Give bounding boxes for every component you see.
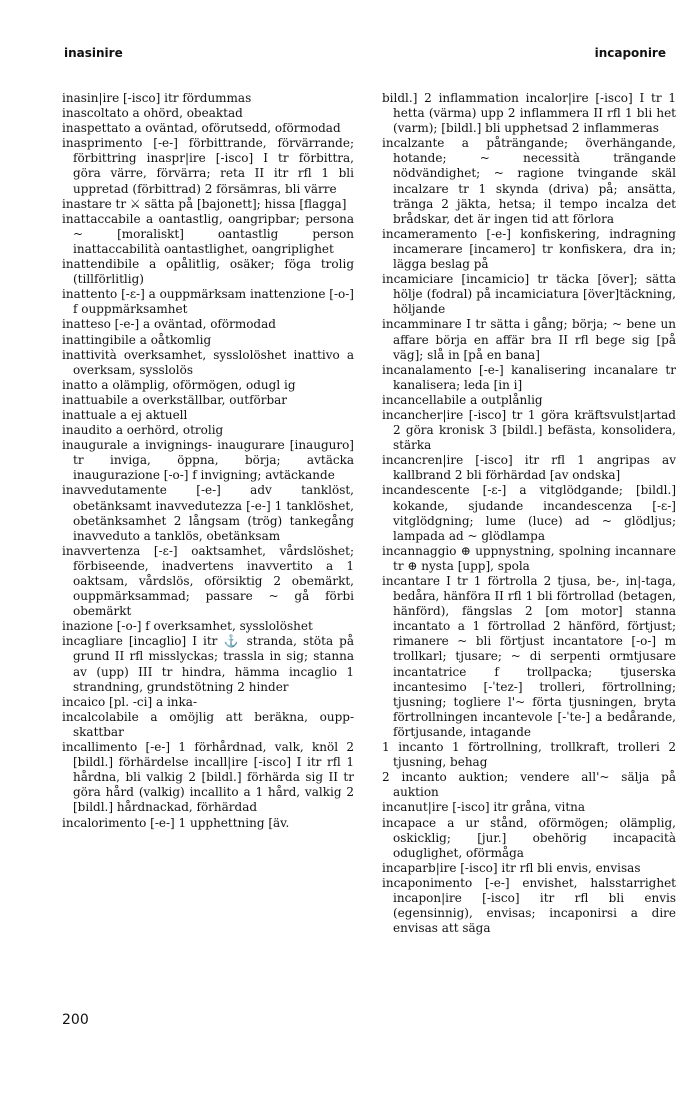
dictionary-entry: incameramento [-e-] konfiskering, indragning incamerare [incamero] tr konfiskera, dra in; lägga beslag på [382, 226, 676, 272]
dictionary-entry: incaico [pl. -ci] a inka- [62, 694, 197, 709]
dictionary-entry: incalorimento [-e-] 1 upphettning [äv. [62, 815, 290, 830]
dictionary-entry: bildl.] 2 inflammation incalor|ire [-isco] I tr 1 hetta (värma) upp 2 inflammera II rfl 1 bli het (varm); [bildl.] bli upphetsad 2 inflammeras [382, 91, 676, 136]
dictionary-entry: incancellabile a outplånlig [382, 392, 543, 407]
dictionary-entry: inatteso [-e-] a oväntad, oförmodad [62, 317, 276, 332]
dictionary-entry: inascoltato a ohörd, obeaktad [62, 106, 243, 121]
dictionary-entry: inavvertenza [-ɛ-] oaktsamhet, vårdslöshet; förbiseende, inadvertens inavvertito a 1 oaktsam, vårdslös, oförsiktig 2 obemärkt, ouppmärksammad; passare ~ gå förbi obemärkt [62, 543, 354, 619]
dictionary-entry: inasprimento [-e-] förbittrande, förvärrande; förbittring inaspr|ire [-isco] I tr förbittra, göra värre, förvärra; reta II itr rfl 1 bli uppretad (förbittrad) 2 försämras, bli värre [62, 136, 354, 196]
dictionary-entry: inatto a olämplig, oförmögen, odugl ig [62, 377, 296, 392]
page-number: 200 [62, 1012, 89, 1028]
dictionary-entry: incannaggio ⊕ uppnystning, spolning incannare tr ⊕ nysta [upp], spola [382, 543, 676, 573]
dictionary-entry: inattento [-ɛ-] a ouppmärksam inattenzione [-o-] f ouppmärksamhet [62, 287, 354, 317]
dictionary-entry: inattività overksamhet, sysslolöshet inattivo a overksam, sysslolös [62, 347, 354, 377]
dictionary-entry: 2 incanto auktion; vendere all'~ sälja på auktion [382, 770, 676, 800]
dictionary-entry: inattuabile a overkställbar, outförbar [62, 392, 288, 407]
dictionary-entry: inaudito a oerhörd, otrolig [62, 423, 224, 438]
dictionary-entry: inattendibile a opålitlig, osäker; föga trolig (tillförlitlig) [62, 257, 354, 287]
dictionary-entry: incaparb|ire [-isco] itr rfl bli envis, envisas [382, 860, 641, 875]
dictionary-entry: incancren|ire [-isco] itr rfl 1 angripas av kallbrand 2 bli förhärdad [av ondska] [382, 453, 676, 483]
dictionary-entry: incancher|ire [-isco] tr 1 göra kräftsvulst|artad 2 göra kronisk 3 [bildl.] befästa, konsolidera, stärka [382, 407, 676, 453]
dictionary-entry: incamminare I tr sätta i gång; börja; ~ bene un affare börja en affär bra II rfl bege sig [på väg]; slå in [på en bana] [382, 317, 676, 362]
dictionary-entry: incandescente [-ɛ-] a vitglödgande; [bildl.] kokande, sjudande incandescenza [-ɛ-] vitglödgning; lume (luce) ad ~ glödljus; lampada ad ~ glödlampa [382, 483, 676, 543]
dictionary-entry: inasin|ire [-isco] itr fördummas [62, 91, 252, 105]
guide-word-left: inasinire [64, 46, 123, 60]
dictionary-entry: incantare I tr 1 förtrolla 2 tjusa, be-, in|-taga, bedåra, hänföra II rfl 1 bli förtrollad (betagen, hänförd), fängslas 2 [om motor] stanna incantato a 1 förtrollad 2 hänförd, förtjust; rimanere ~ bli förtjust incantatore [-o-] m trollkarl; tjusare; ~ di serpenti ormtjusare incantatrice f trollpacka; tjuserska incantesimo [-ˈtez-] trolleri, förtrollning; tjusning; togliere l'~ förta tjusningen, bryta förtrollningen incantevole [-ˈte-] a bedårande, förtjusande, intagande [382, 574, 676, 739]
dictionary-entry: incaponimento [-e-] envishet, halsstarrighet incapon|ire [-isco] itr rfl bli envis (egensinnig), envisas; incaponirsi a dire envisas att säga [382, 875, 676, 936]
dictionary-entry: incapace a ur stånd, oförmögen; olämplig, oskicklig; [jur.] obehörig incapacità oduglighet, oförmåga [382, 815, 676, 860]
guide-word-right: incaponire [594, 46, 666, 60]
dictionary-entry: 1 incanto 1 förtrollning, trollkraft, trolleri 2 tjusning, behag [382, 740, 676, 770]
dictionary-entry: incanut|ire [-isco] itr gråna, vitna [382, 800, 586, 815]
dictionary-entry: incagliare [incaglio] I itr ⚓ stranda, stöta på grund II rfl misslyckas; trassla in sig; stanna av (upp) III tr hindra, hämma incaglio 1 strandning, grundstötning 2 hinder [62, 634, 354, 694]
dictionary-entry: incalcolabile a omöjlig att beräkna, oupp-skattbar [62, 709, 354, 739]
left-column [62, 91, 354, 996]
dictionary-entry: inastare tr ⚔ sätta på [bajonett]; hissa [flagga] [62, 196, 347, 211]
dictionary-entry: incallimento [-e-] 1 förhårdnad, valk, knöl 2 [bildl.] förhärdelse incall|ire [-isco] I itr rfl 1 hårdna, bli valkig 2 [bildl.] förhärda sig II tr göra hård (valkig) incallito a 1 hård, valkig 2 [bildl.] hårdnackad, förhärdad [62, 740, 354, 815]
dictionary-entry: inavvedutamente [-e-] adv tanklöst, obetänksamt inavvedutezza [-e-] 1 tanklöshet, obetänksamhet 2 långsam (trög) tankegång inavveduto a tanklös, obetänksam [62, 483, 354, 543]
dictionary-entry: inattaccabile a oantastlig, oangripbar; persona ~ [moraliskt] oantastlig person inattaccabilità oantastlighet, oangriplighet [62, 211, 354, 256]
right-column [382, 91, 676, 996]
dictionary-entry: inattingibile a oåtkomlig [62, 332, 212, 347]
dictionary-entry: inaspettato a oväntad, oförutsedd, oförmodad [62, 121, 341, 136]
dictionary-entry: incamiciare [incamicio] tr täcka [över]; sätta hölje (fodral) på incamiciatura [över]täckning, höljande [382, 272, 676, 317]
dictionary-entry: incalzante a påträngande; överhängande, hotande; ~ necessità trängande nödvändighet; ~ ragione tvingande skäl incalzare tr 1 skynda (driva) på; ansätta, tränga 2 jäkta, hetsa; il tempo incalza det brådskar, det är ingen tid att förlora [382, 136, 676, 226]
dictionary-entry: incanalamento [-e-] kanalisering incanalare tr kanalisera; leda [in i] [382, 362, 676, 392]
dictionary-entry: inaugurale a invignings- inaugurare [inauguro] tr inviga, öppna, börja; avtäcka inaugurazione [-o-] f invigning; avtäckande [62, 438, 354, 483]
dictionary-entry: inattuale a ej aktuell [62, 407, 188, 422]
dictionary-entry: inazione [-o-] f overksamhet, sysslolöshet [62, 619, 313, 634]
